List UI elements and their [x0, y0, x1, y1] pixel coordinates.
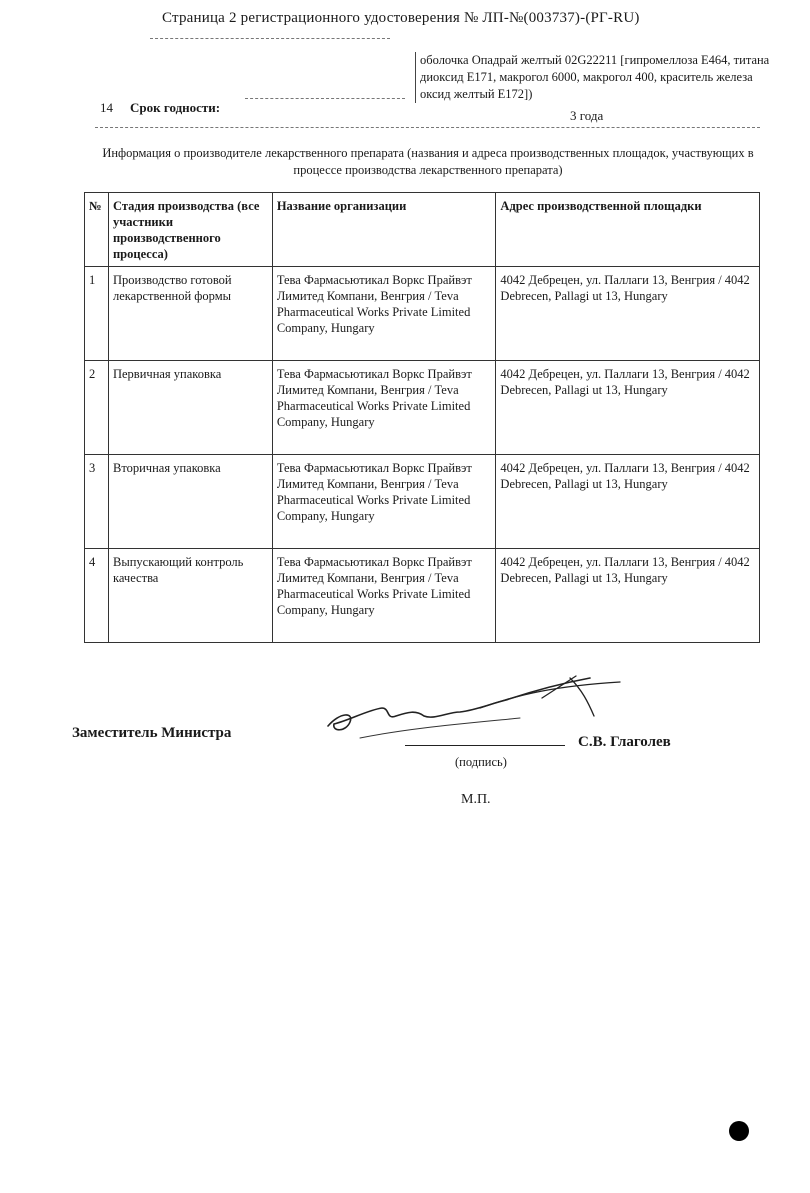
- dashed-divider: [245, 98, 405, 99]
- signature-line: [405, 745, 565, 746]
- table-header-organization: Название организации: [272, 193, 496, 267]
- table-row: [85, 267, 760, 361]
- composition-continuation: оболочка Опадрай желтый 02G22211 [гипромеллоза Е464, титана диоксид Е171, макрогол 6000, макрогол 400, краситель железа оксид желтый Е172]): [415, 52, 770, 103]
- table-header-address: Адрес производственной площадки: [496, 193, 760, 267]
- row-organization: Тева Фармасьютикал Воркс Прайвэт Лимитед Компани, Венгрия / Teva Pharmaceutical Works Private Limited Company, Hungary: [272, 267, 496, 361]
- section-label-shelf-life: Срок годности:: [130, 100, 221, 115]
- row-stage: Первичная упаковка: [108, 361, 272, 455]
- signatory-name: С.В. Глаголев: [578, 734, 671, 750]
- table-header-row: [85, 193, 760, 267]
- row-organization: Тева Фармасьютикал Воркс Прайвэт Лимитед Компани, Венгрия / Teva Pharmaceutical Works Private Limited Company, Hungary: [272, 455, 496, 549]
- signature-caption: (подпись): [455, 755, 507, 769]
- stamp-placeholder: М.П.: [461, 792, 491, 807]
- page-header: Страница 2 регистрационного удостоверения № ЛП-№(003737)-(РГ-RU): [162, 10, 640, 26]
- row-number: 1: [85, 267, 109, 361]
- row-number: 4: [85, 549, 109, 643]
- table-row: [85, 361, 760, 455]
- table-row: [85, 455, 760, 549]
- dashed-divider: [150, 38, 390, 39]
- row-organization: Тева Фармасьютикал Воркс Прайвэт Лимитед Компани, Венгрия / Teva Pharmaceutical Works Private Limited Company, Hungary: [272, 549, 496, 643]
- table-header-number: №: [85, 193, 109, 267]
- dashed-divider: [95, 127, 760, 128]
- section-number: 14: [100, 100, 113, 115]
- row-address: 4042 Дебрецен, ул. Паллаги 13, Венгрия / 4042 Debrecen, Pallagi ut 13, Hungary: [496, 361, 760, 455]
- row-stage: Выпускающий контроль качества: [108, 549, 272, 643]
- table-row: [85, 549, 760, 643]
- table-header-stage: Стадия производства (все участники производственного процесса): [108, 193, 272, 267]
- row-address: 4042 Дебрецен, ул. Паллаги 13, Венгрия / 4042 Debrecen, Pallagi ut 13, Hungary: [496, 267, 760, 361]
- shelf-life-value: 3 года: [570, 108, 604, 123]
- punch-hole-mark: [729, 1121, 749, 1141]
- row-stage: Производство готовой лекарственной формы: [108, 267, 272, 361]
- manufacturer-table: [84, 192, 760, 643]
- row-number: 2: [85, 361, 109, 455]
- row-address: 4042 Дебрецен, ул. Паллаги 13, Венгрия / 4042 Debrecen, Pallagi ut 13, Hungary: [496, 549, 760, 643]
- row-stage: Вторичная упаковка: [108, 455, 272, 549]
- row-address: 4042 Дебрецен, ул. Паллаги 13, Венгрия / 4042 Debrecen, Pallagi ut 13, Hungary: [496, 455, 760, 549]
- manufacturer-info-heading: Информация о производителе лекарственного препарата (названия и адреса производственных площадок, участвующих в процессе производства лекарственного препарата): [102, 146, 754, 177]
- row-number: 3: [85, 455, 109, 549]
- signatory-title: Заместитель Министра: [72, 725, 232, 741]
- row-organization: Тева Фармасьютикал Воркс Прайвэт Лимитед Компани, Венгрия / Teva Pharmaceutical Works Private Limited Company, Hungary: [272, 361, 496, 455]
